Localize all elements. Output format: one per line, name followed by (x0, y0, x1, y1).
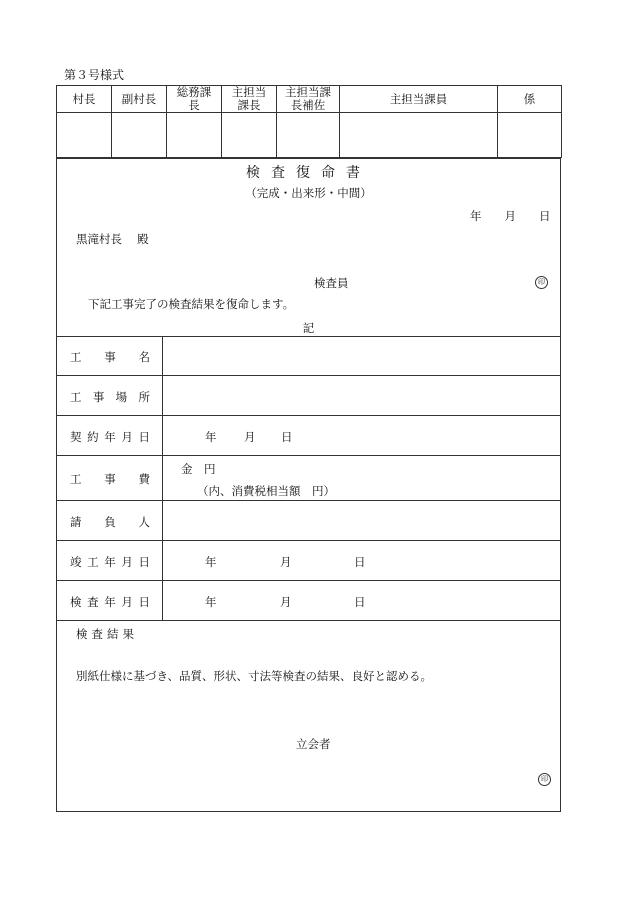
divider (56, 336, 561, 337)
form-title: 検査復命書 (246, 165, 371, 181)
report-date[interactable]: 年 月 日 (470, 209, 551, 223)
form-number: 第３号様式 (64, 68, 125, 82)
approval-stamp-table (56, 85, 562, 158)
contract-day[interactable]: 日 (281, 430, 293, 444)
approval-header-general-affairs-chief: 総務課 長 (167, 86, 222, 113)
approval-header-assistant-chief: 主担当課 長補佐 (277, 86, 340, 113)
stamp-cell[interactable] (167, 113, 222, 158)
completion-month[interactable]: 月 (280, 555, 292, 569)
label-contract-date: 契約年月日 (70, 430, 150, 444)
field-work-name[interactable] (170, 340, 555, 372)
label-completion-date: 竣工年月日 (70, 555, 150, 569)
addressee: 黒滝村長 殿 (76, 232, 149, 246)
label-work-name: 工事名 (70, 350, 150, 364)
result-text: 別紙仕様に基づき、品質、形状、寸法等検査の結果、良好と認める。 (76, 669, 433, 683)
stamp-cell[interactable] (222, 113, 277, 158)
divider (56, 415, 561, 416)
approval-header-mayor: 村長 (57, 86, 112, 113)
contract-month[interactable]: 月 (244, 430, 256, 444)
approval-header-section-staff: 主担当課員 (340, 86, 498, 113)
report-sentence: 下記工事完了の検査結果を復命します。 (88, 297, 295, 311)
witness-seal-icon: 印 (538, 773, 551, 786)
inspector-label: 検査員 (314, 276, 349, 290)
divider (56, 500, 561, 501)
divider (56, 540, 561, 541)
label-inspection-date: 検査年月日 (70, 595, 150, 609)
stamp-cell[interactable] (340, 113, 498, 158)
completion-day[interactable]: 日 (354, 555, 366, 569)
result-heading: 検査結果 (76, 627, 138, 641)
stamp-cell[interactable] (57, 113, 112, 158)
contract-year[interactable]: 年 (205, 430, 217, 444)
inspection-year[interactable]: 年 (205, 595, 217, 609)
stamp-cell[interactable] (112, 113, 167, 158)
inspection-month[interactable]: 月 (280, 595, 292, 609)
divider (56, 580, 561, 581)
divider (56, 455, 561, 456)
divider (56, 375, 561, 376)
inspection-day[interactable]: 日 (354, 595, 366, 609)
field-work-place[interactable] (170, 380, 555, 412)
approval-header-clerk: 係 (498, 86, 562, 113)
inspector-seal-icon: 印 (535, 276, 548, 289)
field-contractor[interactable] (170, 505, 555, 537)
approval-header-section-chief: 主担当 課長 (222, 86, 277, 113)
stamp-cell[interactable] (498, 113, 562, 158)
divider (56, 620, 561, 621)
label-work-cost: 工事費 (70, 472, 150, 486)
label-work-place: 工事場所 (70, 390, 150, 404)
stamp-cell[interactable] (277, 113, 340, 158)
work-cost-tax[interactable]: （内、消費税相当額 円） (197, 484, 335, 498)
form-subtitle: （完成・出来形・中間） (245, 186, 372, 200)
approval-header-deputy-mayor: 副村長 (112, 86, 167, 113)
label-contractor: 請負人 (70, 515, 150, 529)
ki-heading: 記 (302, 321, 315, 335)
completion-year[interactable]: 年 (205, 555, 217, 569)
work-cost-amount[interactable]: 金 円 (181, 462, 216, 476)
column-divider (162, 336, 163, 620)
witness-label: 立会者 (296, 737, 331, 751)
